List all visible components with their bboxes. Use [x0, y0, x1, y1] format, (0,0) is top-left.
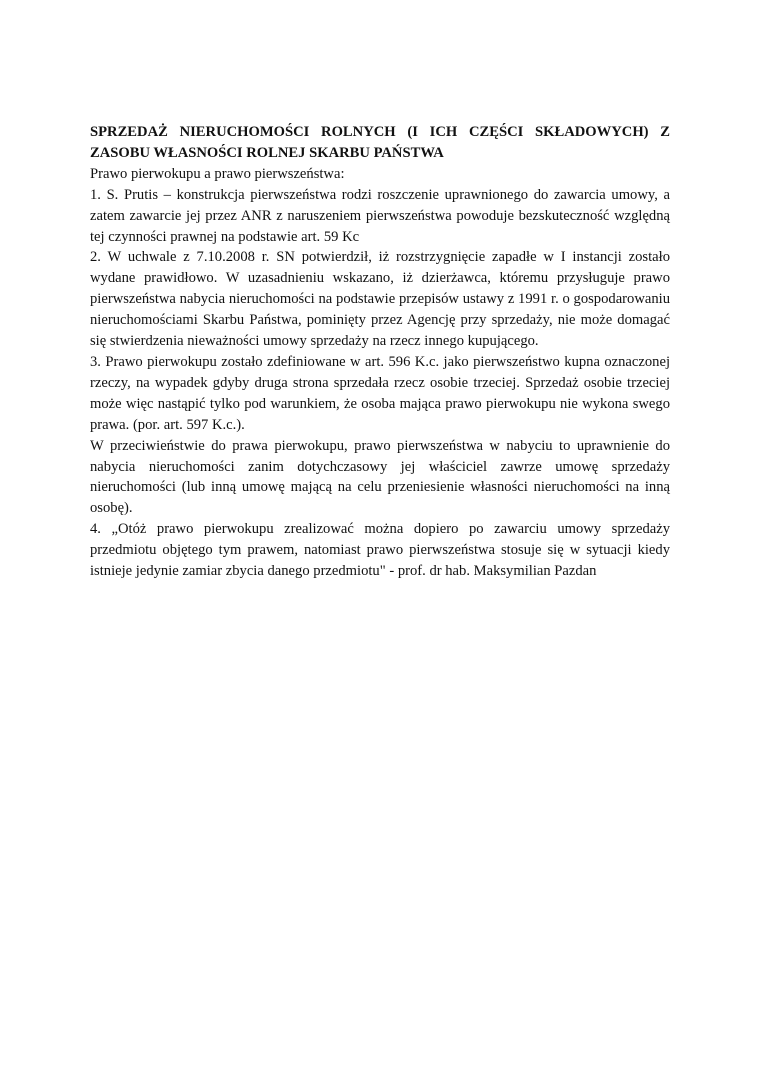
paragraph-4: 4. „Otóż prawo pierwokupu zrealizować można dopiero po zawarciu umowy sprzedaży przedmiotu objętego tym prawem, natomiast prawo pierwszeństwa stosuje się w sytuacji kiedy istnieje jedynie zamiar zbycia danego przedmiotu" - prof. dr hab. Maksymilian Pazdan — [90, 521, 670, 580]
paragraph-1: 1. S. Prutis – konstrukcja pierwszeństwa rodzi roszczenie uprawnionego do zawarcia umowy, a zatem zawarcie jej przez ANR z naruszeniem pierwszeństwa powoduje bezskuteczność względną tej czynności prawnej na podstawie art. 59 Kc — [90, 186, 670, 245]
paragraph-contrast: W przeciwieństwie do prawa pierwokupu, prawo pierwszeństwa w nabyciu to uprawnienie do nabycia nieruchomości zanim dotychczasowy jej właściciel zawrze umowę sprzedaży nieruchomości (lub inną umowę mającą na celu przeniesienie własności nieruchomości na inną osobę). — [90, 437, 670, 517]
document-subtitle: Prawo pierwokupu a prawo pierwszeństwa: — [90, 165, 345, 182]
document-body — [90, 122, 670, 582]
paragraph-2: 2. W uchwale z 7.10.2008 r. SN potwierdził, iż rozstrzygnięcie zapadłe w I instancji zostało wydane prawidłowo. W uzasadnieniu wskazano, iż dzierżawca, któremu przysługuje prawo pierwszeństwa nabycia nieruchomości na podstawie przepisów ustawy z 1991 r. o gospodarowaniu nieruchomościami Skarbu Państwa, pominięty przez Agencję przy sprzedaży, nie może domagać się stwierdzenia nieważności umowy sprzedaży na rzecz innego kupującego. — [90, 249, 670, 350]
paragraph-3: 3. Prawo pierwokupu zostało zdefiniowane w art. 596 K.c. jako pierwszeństwo kupna oznaczonej rzeczy, na wypadek gdyby druga strona sprzedała rzecz osobie trzeciej. Sprzedaż osobie trzeciej może więc nastąpić tylko pod warunkiem, że osoba mająca prawo pierwokupu nie wykona swego prawa. (por. art. 597 K.c.). — [90, 353, 670, 433]
document-title: SPRZEDAŻ NIERUCHOMOŚCI ROLNYCH (I ICH CZĘŚCI SKŁADOWYCH) Z ZASOBU WŁASNOŚCI ROLNEJ SKARBU PAŃSTWA — [90, 124, 670, 161]
